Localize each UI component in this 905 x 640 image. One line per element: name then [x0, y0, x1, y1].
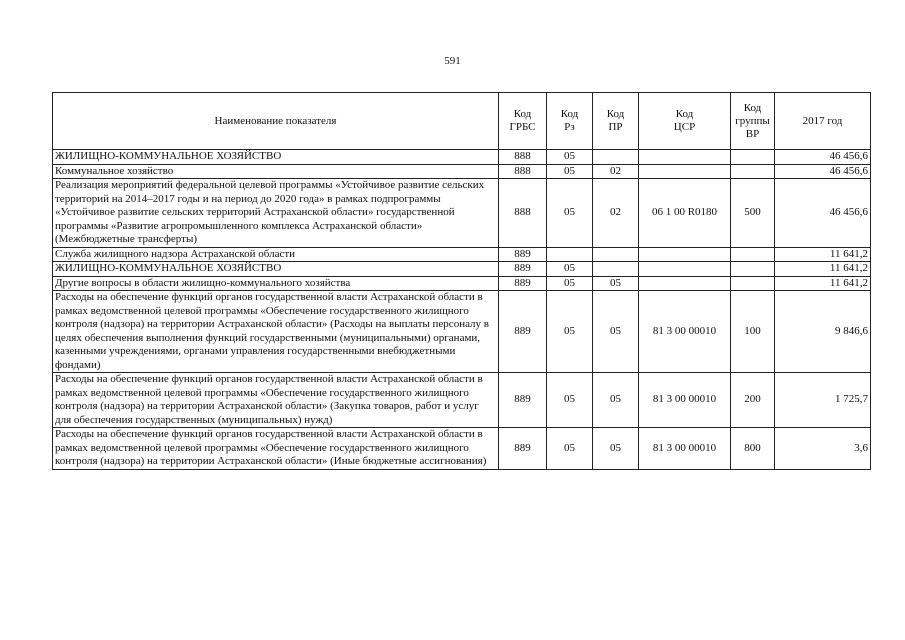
- header-pr-line2: ПР: [608, 121, 623, 133]
- cell-sum: 46 456,6: [775, 150, 871, 165]
- cell-vr: 200: [731, 373, 775, 428]
- header-vr-line2: группы: [735, 114, 770, 127]
- header-year: 2017 год: [775, 93, 871, 150]
- header-rz-line1: Код: [560, 108, 579, 120]
- cell-csr: 81 3 00 00010: [639, 291, 731, 373]
- cell-rz: 05: [547, 164, 593, 179]
- cell-rz: 05: [547, 428, 593, 470]
- cell-grbs: 889: [499, 276, 547, 291]
- cell-grbs: 889: [499, 291, 547, 373]
- page-number: 591: [444, 55, 461, 67]
- cell-csr: [639, 164, 731, 179]
- cell-name: Реализация мероприятий федеральной целевой программы «Устойчивое развитие сельских территорий на 2014–2017 годы и на период до 2020 года» в рамках подпрограммы «Устойчивое развитие сельских территорий Астраханской области» государственной программы «Развитие агропромышленного комплекса Астраханской области» (Межбюджетные трансферты): [53, 179, 499, 248]
- cell-rz: 05: [547, 276, 593, 291]
- table-row: [53, 164, 871, 179]
- cell-csr: [639, 247, 731, 262]
- table-row: [53, 262, 871, 277]
- cell-rz: [547, 247, 593, 262]
- cell-grbs: 889: [499, 247, 547, 262]
- table-row: [53, 179, 871, 248]
- table-row: [53, 291, 871, 373]
- cell-pr: 02: [593, 179, 639, 248]
- header-rz: [547, 93, 593, 150]
- header-grbs-line2: ГРБС: [509, 121, 536, 133]
- header-grbs-line1: Код: [513, 108, 532, 120]
- cell-sum: 1 725,7: [775, 373, 871, 428]
- header-vr: [731, 93, 775, 150]
- cell-vr: [731, 150, 775, 165]
- cell-pr: [593, 262, 639, 277]
- cell-pr: 05: [593, 373, 639, 428]
- cell-rz: 05: [547, 150, 593, 165]
- cell-pr: 05: [593, 276, 639, 291]
- table-row: [53, 276, 871, 291]
- cell-vr: 800: [731, 428, 775, 470]
- cell-rz: 05: [547, 373, 593, 428]
- cell-grbs: 889: [499, 262, 547, 277]
- cell-csr: 81 3 00 00010: [639, 373, 731, 428]
- cell-rz: 05: [547, 262, 593, 277]
- table-body: [53, 150, 871, 470]
- cell-sum: 11 641,2: [775, 262, 871, 277]
- cell-pr: 02: [593, 164, 639, 179]
- cell-vr: 100: [731, 291, 775, 373]
- cell-name: Расходы на обеспечение функций органов государственной власти Астраханской области в рамках ведомственной целевой программы «Обеспечение государственного жилищного контроля (надзора) на территории Астраханской области» (Иные бюджетные ассигнования): [53, 428, 499, 470]
- cell-sum: 3,6: [775, 428, 871, 470]
- cell-csr: 06 1 00 R0180: [639, 179, 731, 248]
- cell-vr: [731, 276, 775, 291]
- table-header-row: [53, 93, 871, 150]
- cell-sum: 46 456,6: [775, 179, 871, 248]
- header-csr-line1: Код: [675, 108, 694, 120]
- table-row: [53, 247, 871, 262]
- cell-sum: 11 641,2: [775, 247, 871, 262]
- header-pr: [593, 93, 639, 150]
- cell-sum: 11 641,2: [775, 276, 871, 291]
- cell-name: Расходы на обеспечение функций органов государственной власти Астраханской области в рамках ведомственной целевой программы «Обеспечение государственного жилищного контроля (надзора) на территории Астраханской области» (Расходы на выплаты персоналу в целях обеспечения выполнения функций государственными (муниципальными) органами, казенными учреждениями, органами управления государственными внебюджетными фондами): [53, 291, 499, 373]
- cell-name: Коммунальное хозяйство: [53, 164, 499, 179]
- cell-vr: [731, 247, 775, 262]
- header-csr-line2: ЦСР: [673, 121, 696, 133]
- cell-name: Другие вопросы в области жилищно-коммунального хозяйства: [53, 276, 499, 291]
- cell-rz: 05: [547, 291, 593, 373]
- cell-pr: [593, 247, 639, 262]
- cell-grbs: 888: [499, 164, 547, 179]
- cell-grbs: 888: [499, 179, 547, 248]
- cell-sum: 46 456,6: [775, 164, 871, 179]
- cell-pr: 05: [593, 291, 639, 373]
- cell-name: Служба жилищного надзора Астраханской области: [53, 247, 499, 262]
- cell-rz: 05: [547, 179, 593, 248]
- cell-csr: [639, 276, 731, 291]
- budget-table: [52, 92, 871, 470]
- cell-grbs: 889: [499, 428, 547, 470]
- table-row: [53, 150, 871, 165]
- cell-sum: 9 846,6: [775, 291, 871, 373]
- header-csr: [639, 93, 731, 150]
- cell-csr: 81 3 00 00010: [639, 428, 731, 470]
- header-name: Наименование показателя: [53, 93, 499, 150]
- header-grbs: [499, 93, 547, 150]
- cell-pr: [593, 150, 639, 165]
- cell-name: ЖИЛИЩНО-КОММУНАЛЬНОЕ ХОЗЯЙСТВО: [53, 150, 499, 165]
- header-pr-line1: Код: [606, 108, 625, 120]
- cell-pr: 05: [593, 428, 639, 470]
- header-vr-line1: Код: [743, 101, 762, 114]
- cell-name: ЖИЛИЩНО-КОММУНАЛЬНОЕ ХОЗЯЙСТВО: [53, 262, 499, 277]
- cell-vr: 500: [731, 179, 775, 248]
- cell-vr: [731, 262, 775, 277]
- cell-name: Расходы на обеспечение функций органов государственной власти Астраханской области в рамках ведомственной целевой программы «Обеспечение государственного жилищного контроля (надзора) на территории Астраханской области» (Закупка товаров, работ и услуг для обеспечения государственных (муниципальных) нужд): [53, 373, 499, 428]
- cell-vr: [731, 164, 775, 179]
- cell-grbs: 889: [499, 373, 547, 428]
- header-vr-line3: ВР: [745, 127, 760, 140]
- cell-grbs: 888: [499, 150, 547, 165]
- table-row: [53, 428, 871, 470]
- cell-csr: [639, 150, 731, 165]
- cell-csr: [639, 262, 731, 277]
- header-rz-line2: Рз: [564, 121, 575, 133]
- table-row: [53, 373, 871, 428]
